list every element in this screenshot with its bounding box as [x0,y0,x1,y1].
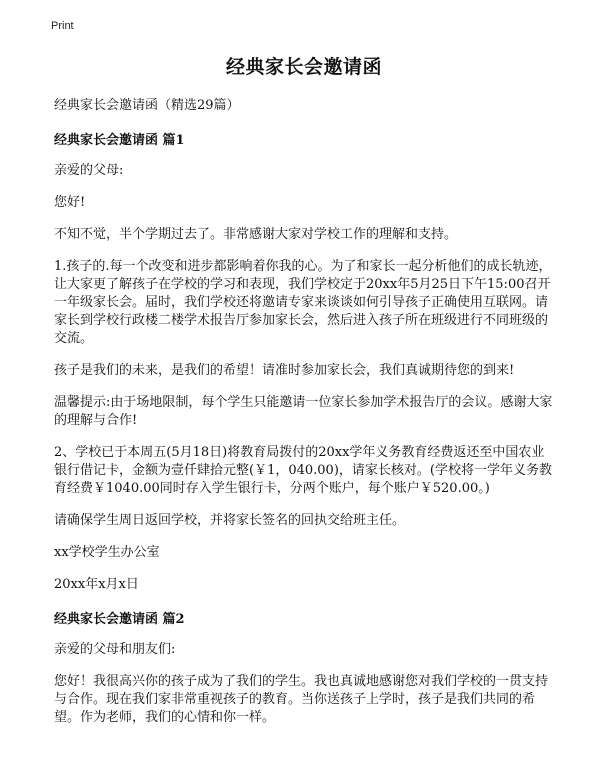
document-title: 经典家长会邀请函 [225,56,382,78]
paragraph: 1.孩子的.每一个改变和进步都影响着你我的心。为了和家长一起分析他们的成长轨迹，让大家更了解孩子在学校的学习和表现，我们学校定于20xx年5月25日下午15:00召开一年级家长会。届时，我们学校还将邀请专家来谈谈如何引导孩子正确使用互联网。请家长到学校行政楼二楼学术报告厅参加家长会，然后进入孩子所在班级进行不同班级的交流。 [54,259,552,346]
signature-date: 20xx年x月x日 [54,577,139,592]
print-link[interactable]: Print [51,20,74,32]
paragraph: 2、学校已于本周五(5月18日)将教育局拨付的20xx学年义务教育经费返还至中国农业银行借记卡，金额为壹仟肆拾元整(￥1，040.00)，请家长核对。(学校将一学年义务教育经费￥1040.00同时存入学生银行卡，分两个账户，每个账户￥520.00。) [54,445,552,496]
document-subtitle: 经典家长会邀请函（精选29篇） [54,98,240,113]
section-heading: 经典家长会邀请函 篇1 [54,133,185,148]
paragraph: 请确保学生周日返回学校，并将家长签名的回执交给班主任。 [54,513,406,528]
greeting: 您好! [54,195,86,210]
section-heading: 经典家长会邀请函 篇2 [54,612,185,627]
salutation: 亲爱的父母: [54,163,124,178]
paragraph: 孩子是我们的未来，是我们的希望！请准时参加家长会，我们真诚期待您的到来! [54,363,515,378]
section-2 [54,608,554,727]
paragraph: 温馨提示:由于场地限制，每个学生只能邀请一位家长参加学术报告厅的会议。感谢大家的理解与合作! [54,395,553,428]
section-1 [54,129,554,594]
signature-office: xx学校学生办公室 [54,545,160,560]
paragraph: 不知不觉，半个学期过去了。非常感谢大家对学校工作的理解和支持。 [54,227,458,242]
salutation: 亲爱的父母和朋友们: [54,642,176,657]
document-page [54,52,554,741]
paragraph: 您好！我很高兴你的孩子成为了我们的学生。我也真诚地感谢您对我们学校的一贯支持与合作。现在我们家非常重视孩子的教育。当你送孩子上学时，孩子是我们共同的希望。作为老师，我们的心情和你一样。 [54,674,549,725]
